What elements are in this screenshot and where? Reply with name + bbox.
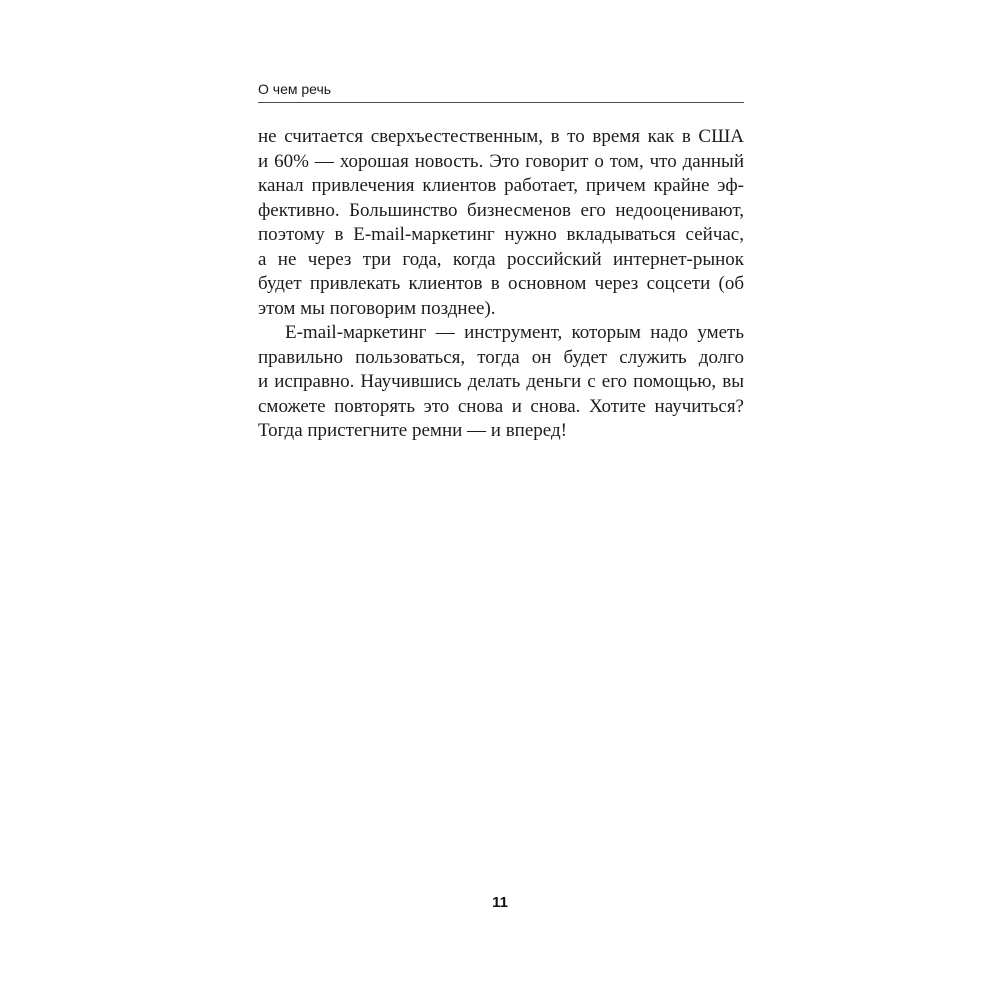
text-line: Тогда пристегните ремни — и вперед! (258, 420, 567, 441)
text-line: сможете повторять это снова и снова. Хотите научиться? (258, 395, 744, 417)
text-line: а не через три года, когда российский интернет-рынок (258, 248, 744, 270)
paragraph-1 (258, 125, 744, 321)
text-line: E-mail-маркетинг — инструмент, которым надо уметь (285, 322, 744, 343)
text-line: поэтому в E-mail-маркетинг нужно вкладываться сейчас, (258, 224, 744, 245)
text-line: правильно пользоваться, тогда он будет служить долго (258, 346, 744, 368)
running-head (258, 80, 744, 103)
body-text (258, 125, 744, 444)
text-line: этом мы поговорим позднее). (258, 297, 496, 319)
text-line: и 60% — хорошая новость. Это говорит о том, что данный (258, 150, 744, 172)
text-line: и исправно. Научившись делать деньги с его помощью, вы (258, 371, 744, 392)
text-line: канал привлечения клиентов работает, причем крайне эф- (258, 175, 744, 196)
text-line: будет привлекать клиентов в основном через соцсети (об (258, 273, 744, 294)
text-line: не считается сверхъестественным, в то время как в США (258, 126, 744, 147)
page-number: 11 (492, 894, 508, 911)
paragraph-2 (258, 321, 744, 444)
running-head-title: О чем речь (258, 81, 332, 97)
text-line: фективно. Большинство бизнесменов его недооценивают, (258, 199, 744, 221)
